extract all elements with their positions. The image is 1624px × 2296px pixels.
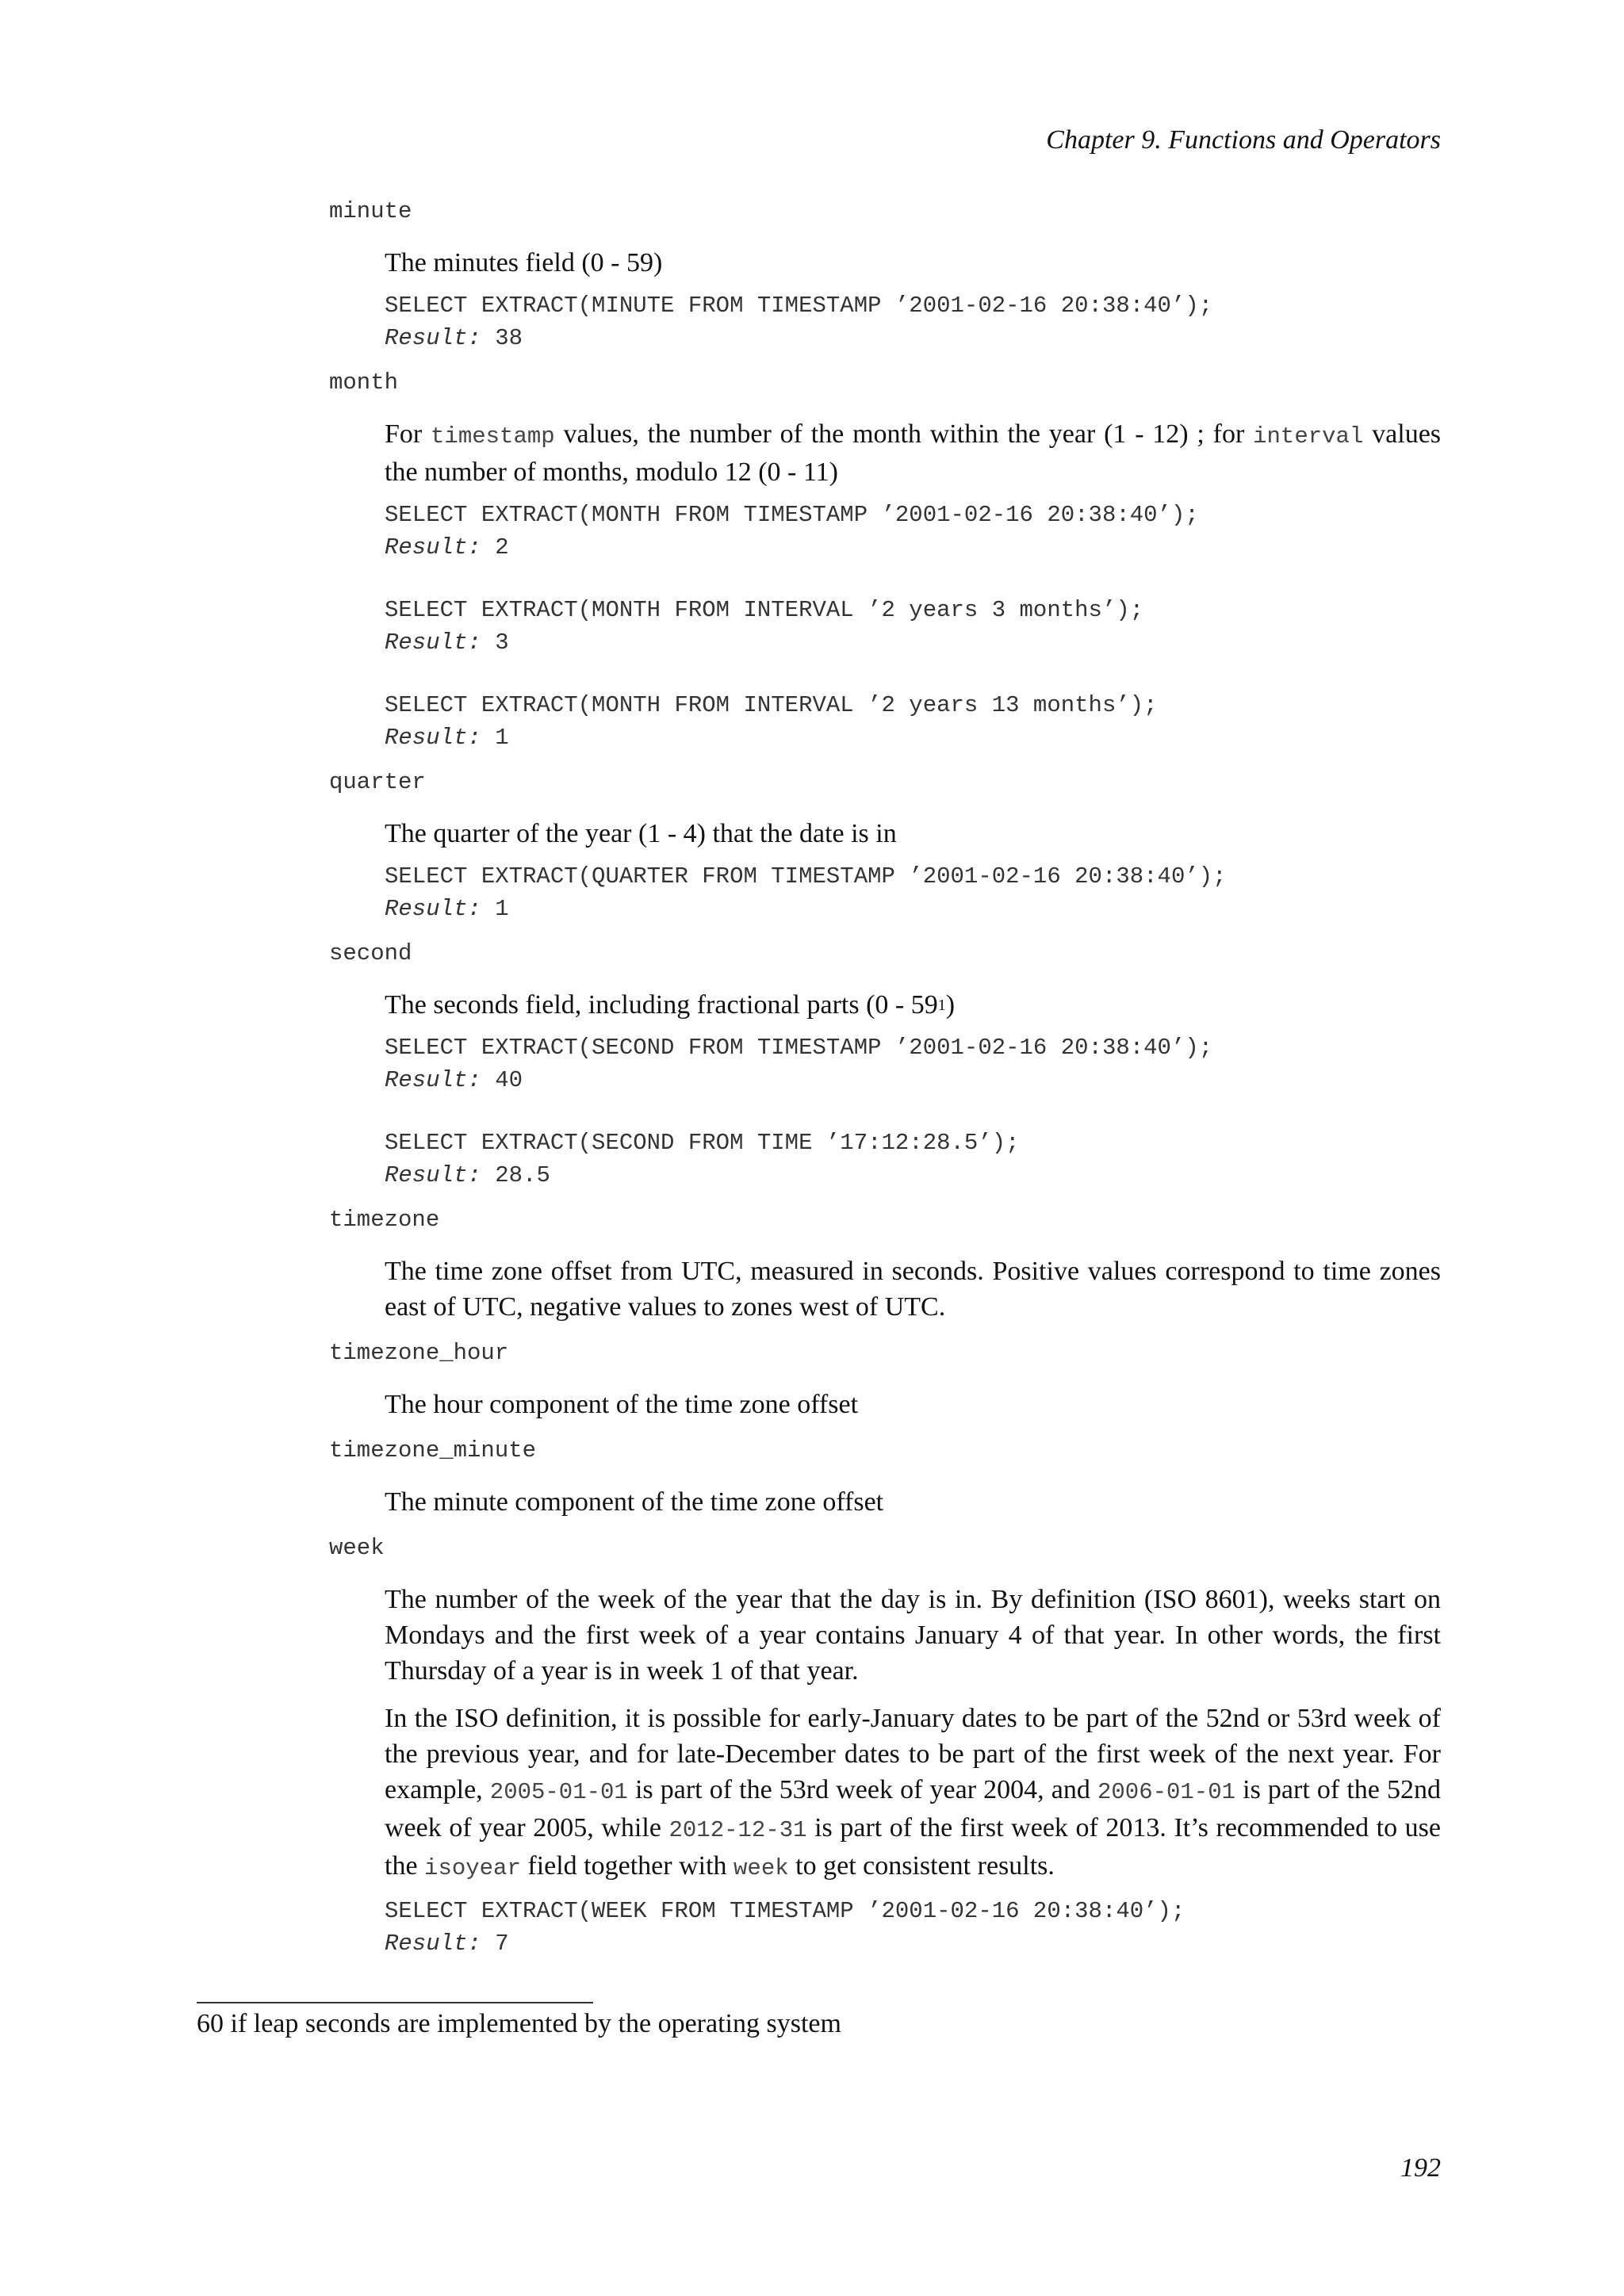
footnote: 60 if leap seconds are implemented by the operating system (197, 2009, 841, 2038)
desc-timezone (385, 1253, 1441, 1325)
result-label: Result: (385, 629, 481, 656)
code-sql: SELECT EXTRACT(SECOND FROM TIME ’17:12:28.5’); (385, 1130, 1020, 1156)
inline-code-isoyear: isoyear (424, 1855, 521, 1881)
code-example (385, 499, 1441, 564)
desc-week-text-1: The number of the week of the year that the day is in. By definition (ISO 8601), weeks start on Mondays and the first week of a year contains January 4 of that year. In other words, the first Thursday of a year is in week 1 of that year. (385, 1585, 1441, 1686)
code-example (385, 1127, 1441, 1192)
inline-code-date: 2005-01-01 (489, 1779, 628, 1805)
text-run: For (385, 419, 431, 449)
code-example (385, 594, 1441, 659)
desc-timezone-minute (385, 1484, 1441, 1520)
term-second: second (329, 940, 412, 966)
extract-field-list (329, 200, 1441, 1960)
desc-second (385, 987, 1441, 1192)
term-timezone: timezone (329, 1207, 440, 1233)
inline-code-interval: interval (1253, 423, 1364, 450)
desc-month (385, 416, 1441, 754)
inline-code-date: 2006-01-01 (1097, 1779, 1236, 1805)
code-result: 38 (495, 325, 523, 351)
code-sql: SELECT EXTRACT(QUARTER FROM TIMESTAMP ’2001-02-16 20:38:40’); (385, 863, 1227, 890)
code-example (385, 860, 1441, 925)
code-result: 1 (495, 896, 509, 922)
result-label: Result: (385, 1931, 481, 1957)
footnote-marker[interactable]: 1 (937, 997, 946, 1014)
desc-quarter (385, 816, 1441, 925)
term-minute: minute (329, 198, 412, 224)
code-result: 3 (495, 629, 509, 656)
code-example (385, 1895, 1441, 1960)
desc-week-text-2 (385, 1701, 1441, 1886)
desc-second-text (385, 987, 1441, 1023)
code-sql: SELECT EXTRACT(MONTH FROM INTERVAL ’2 years 3 months’); (385, 597, 1144, 623)
code-result: 28.5 (495, 1162, 550, 1188)
result-label: Result: (385, 1067, 481, 1093)
desc-timezone-hour-text: The hour component of the time zone offset (385, 1390, 859, 1419)
code-sql: SELECT EXTRACT(MONTH FROM INTERVAL ’2 years 13 months’); (385, 692, 1158, 718)
result-label: Result: (385, 534, 481, 561)
term-timezone-hour: timezone_hour (329, 1340, 509, 1366)
desc-week (385, 1582, 1441, 1960)
desc-timezone-minute-text: The minute component of the time zone offset (385, 1487, 884, 1517)
desc-minute-text: The minutes field (0 - 59) (385, 248, 663, 277)
code-example (385, 689, 1441, 754)
code-result: 1 (495, 725, 509, 751)
term-month: month (329, 369, 399, 396)
chapter-header: Chapter 9. Functions and Operators (1046, 125, 1441, 155)
code-sql: SELECT EXTRACT(MINUTE FROM TIMESTAMP ’2001-02-16 20:38:40’); (385, 293, 1213, 319)
text-run: values, the number of the month within the year (1 - 12) ; for (554, 419, 1254, 449)
text-run: In the ISO definition, it is possible for early-January dates to be part of the 52nd or 53rd week of the previous year, and for late-December dates to be part of the first week of the next year. For example, (385, 1704, 1441, 1804)
result-label: Result: (385, 896, 481, 922)
desc-month-text (385, 416, 1441, 490)
text-run: to get consistent results. (788, 1851, 1055, 1881)
text-run: ) (945, 990, 956, 1020)
text-run: is part of the 53rd week of year 2004, and (627, 1775, 1097, 1804)
inline-code-week: week (733, 1855, 789, 1881)
inline-code-timestamp: timestamp (431, 423, 555, 450)
desc-timezone-hour (385, 1387, 1441, 1422)
inline-code-date: 2012-12-31 (668, 1817, 807, 1843)
result-label: Result: (385, 325, 481, 351)
footnote-divider (197, 2002, 593, 2003)
code-sql: SELECT EXTRACT(WEEK FROM TIMESTAMP ’2001-02-16 20:38:40’); (385, 1898, 1185, 1924)
code-result: 2 (495, 534, 509, 561)
desc-quarter-text: The quarter of the year (1 - 4) that the date is in (385, 819, 897, 848)
code-sql: SELECT EXTRACT(SECOND FROM TIMESTAMP ’2001-02-16 20:38:40’); (385, 1035, 1213, 1061)
code-example (385, 289, 1441, 354)
desc-minute (385, 245, 1441, 354)
code-result: 40 (495, 1067, 523, 1093)
page-number: 192 (1400, 2153, 1441, 2183)
result-label: Result: (385, 1162, 481, 1188)
result-label: Result: (385, 725, 481, 751)
text-run: is part of the 52nd week of year 2005, while (385, 1775, 1441, 1843)
text-run: values the number of months, modulo 12 (0 - 11) (385, 419, 1442, 487)
term-quarter: quarter (329, 769, 426, 795)
code-example (385, 1031, 1441, 1096)
term-timezone-minute: timezone_minute (329, 1437, 537, 1464)
code-sql: SELECT EXTRACT(MONTH FROM TIMESTAMP ’2001-02-16 20:38:40’); (385, 502, 1199, 528)
code-result: 7 (495, 1931, 509, 1957)
text-run: is part of the first week of 2013. It’s recommended to use the (385, 1813, 1441, 1881)
term-week: week (329, 1535, 385, 1561)
desc-timezone-text: The time zone offset from UTC, measured in seconds. Positive values correspond to time zones east of UTC, negative values to zones west of UTC. (385, 1257, 1441, 1322)
text-run: The seconds field, including fractional parts (0 - 59 (385, 990, 938, 1020)
text-run: field together with (520, 1851, 734, 1881)
